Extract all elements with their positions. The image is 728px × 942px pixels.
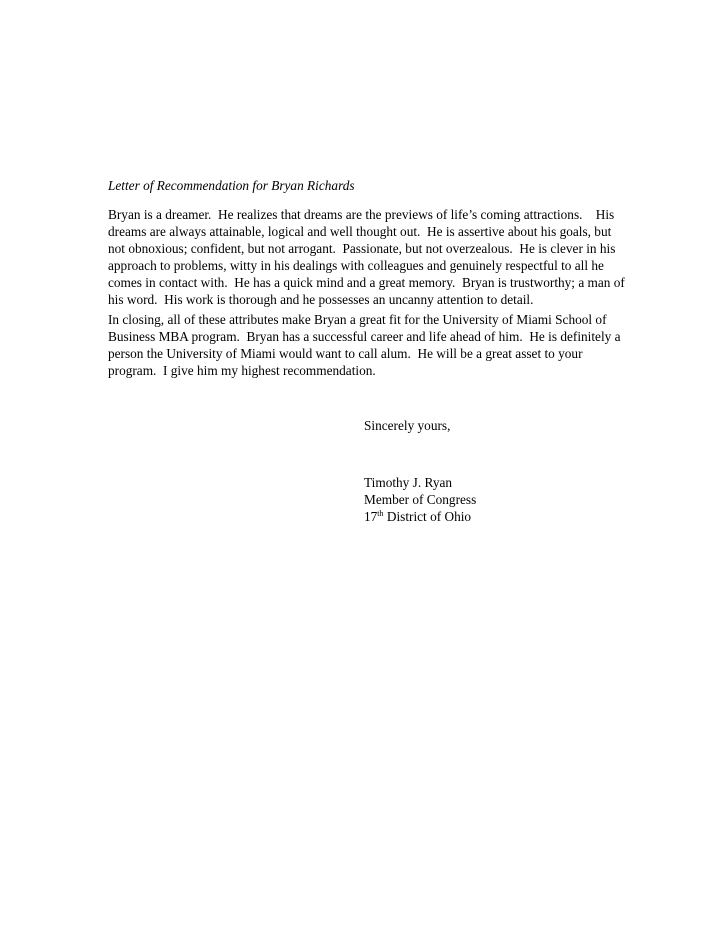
paragraph-2-line: program. I give him my highest recommendation. [108, 363, 376, 379]
paragraph-1-line: approach to problems, witty in his dealings with colleagues and genuinely respectful to all he [108, 258, 604, 274]
district-name: District of Ohio [383, 509, 472, 524]
paragraph-2-line: Business MBA program. Bryan has a successful career and life ahead of him. He is definitely a [108, 329, 621, 345]
paragraph-1 [108, 206, 628, 309]
paragraph-2 [108, 311, 628, 379]
paragraph-1-line: dreams are always attainable, logical and well thought out. He is assertive about his goals, but [108, 224, 612, 240]
paragraph-1-line: not obnoxious; confident, but not arrogant. Passionate, but not overzealous. He is clever in his [108, 241, 616, 257]
letter-title: Letter of Recommendation for Bryan Richards [108, 178, 355, 193]
signer-name: Timothy J. Ryan [364, 475, 453, 490]
paragraph-2-line: In closing, all of these attributes make Bryan a great fit for the University of Miami School of [108, 312, 607, 327]
paragraph-1-line: comes in contact with. He has a quick mind and a great memory. Bryan is trustworthy; a man of [108, 275, 625, 291]
paragraph-1-line: his word. His work is thorough and he possesses an uncanny attention to detail. [108, 292, 534, 308]
district-ordinal-suffix: th [377, 509, 384, 518]
paragraph-2-line: person the University of Miami would want to call alum. He will be a great asset to your [108, 346, 583, 362]
signature-block [364, 474, 476, 525]
signer-position: Member of Congress [364, 492, 477, 507]
signer-district [364, 508, 476, 525]
paragraph-1-line: Bryan is a dreamer. He realizes that dreams are the previews of life’s coming attractions. His [108, 207, 615, 222]
closing-salutation: Sincerely yours, [364, 418, 451, 433]
district-number: 17 [364, 509, 378, 524]
